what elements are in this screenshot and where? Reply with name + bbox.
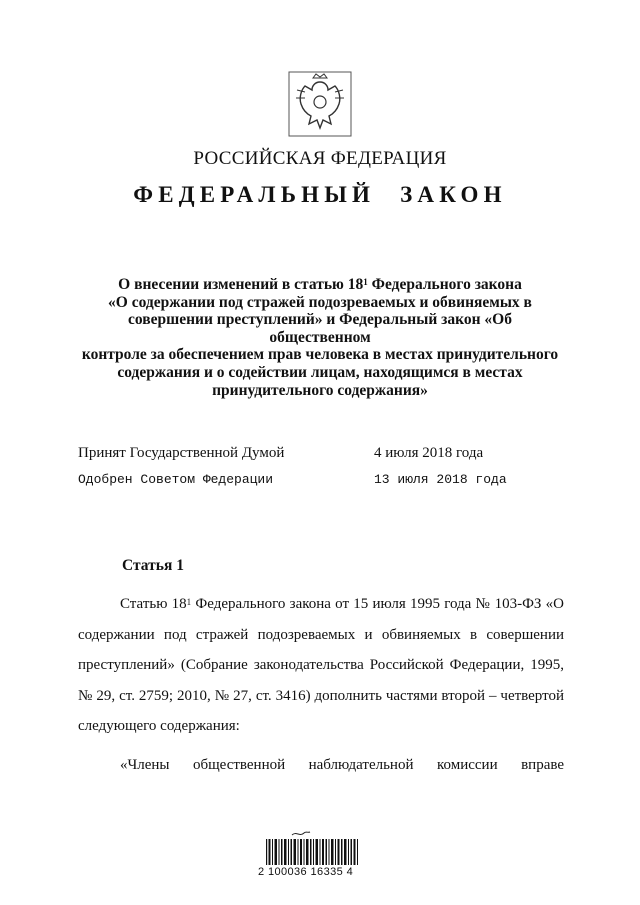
barcode-number: 2 100036 16335 4 xyxy=(258,866,354,878)
title-line-6: принудительного содержания» xyxy=(212,381,428,399)
para-body: Федерального закона от 15 июля 1995 года № 103-ФЗ «О содержании под стражей подозреваемых и обвиняемых в совершении преступлений» (Собрание законодательства Российской Федерации, 1995, № 29, ст. 2759; 2010, № 27, ст. 3416) дополнить частями второй – четвертой следующего содержания: xyxy=(78,596,564,734)
title-line-2: «О содержании под стражей подозреваемых и обвиняемых в xyxy=(108,293,532,311)
article-paragraph-1 xyxy=(78,589,564,742)
coat-of-arms-emblem xyxy=(287,70,353,138)
duma-date: 4 июля 2018 года xyxy=(374,445,484,461)
title-line-4: контроле за обеспечением прав человека в местах принудительного xyxy=(81,346,559,364)
para-superscript: 1 xyxy=(186,597,192,607)
duma-label: Принят Государственной Думой xyxy=(78,445,285,461)
title-line-3: совершении преступлений» и Федеральный закон «Об общественном xyxy=(128,311,512,346)
country-name: РОССИЙСКАЯ ФЕДЕРАЦИЯ xyxy=(193,148,447,169)
title-line-5: содержания и о содействии лицам, находящимся в местах xyxy=(117,363,523,381)
law-title xyxy=(80,276,560,399)
title-superscript: 1 xyxy=(363,277,368,287)
title-line-1-end: Федерального закона xyxy=(367,276,522,293)
document-type: ФЕДЕРАЛЬНЫЙ ЗАКОН xyxy=(133,182,507,207)
article-paragraph-2: «Члены общественной наблюдательной комиссии вправе xyxy=(120,757,564,773)
article-heading: Статья 1 xyxy=(122,557,184,574)
council-date: 13 июля 2018 года xyxy=(374,472,507,487)
title-line-1: О внесении изменений в статью 18 xyxy=(118,276,364,293)
para-start: Статью 18 xyxy=(120,596,187,612)
council-label: Одобрен Советом Федерации xyxy=(78,472,274,487)
